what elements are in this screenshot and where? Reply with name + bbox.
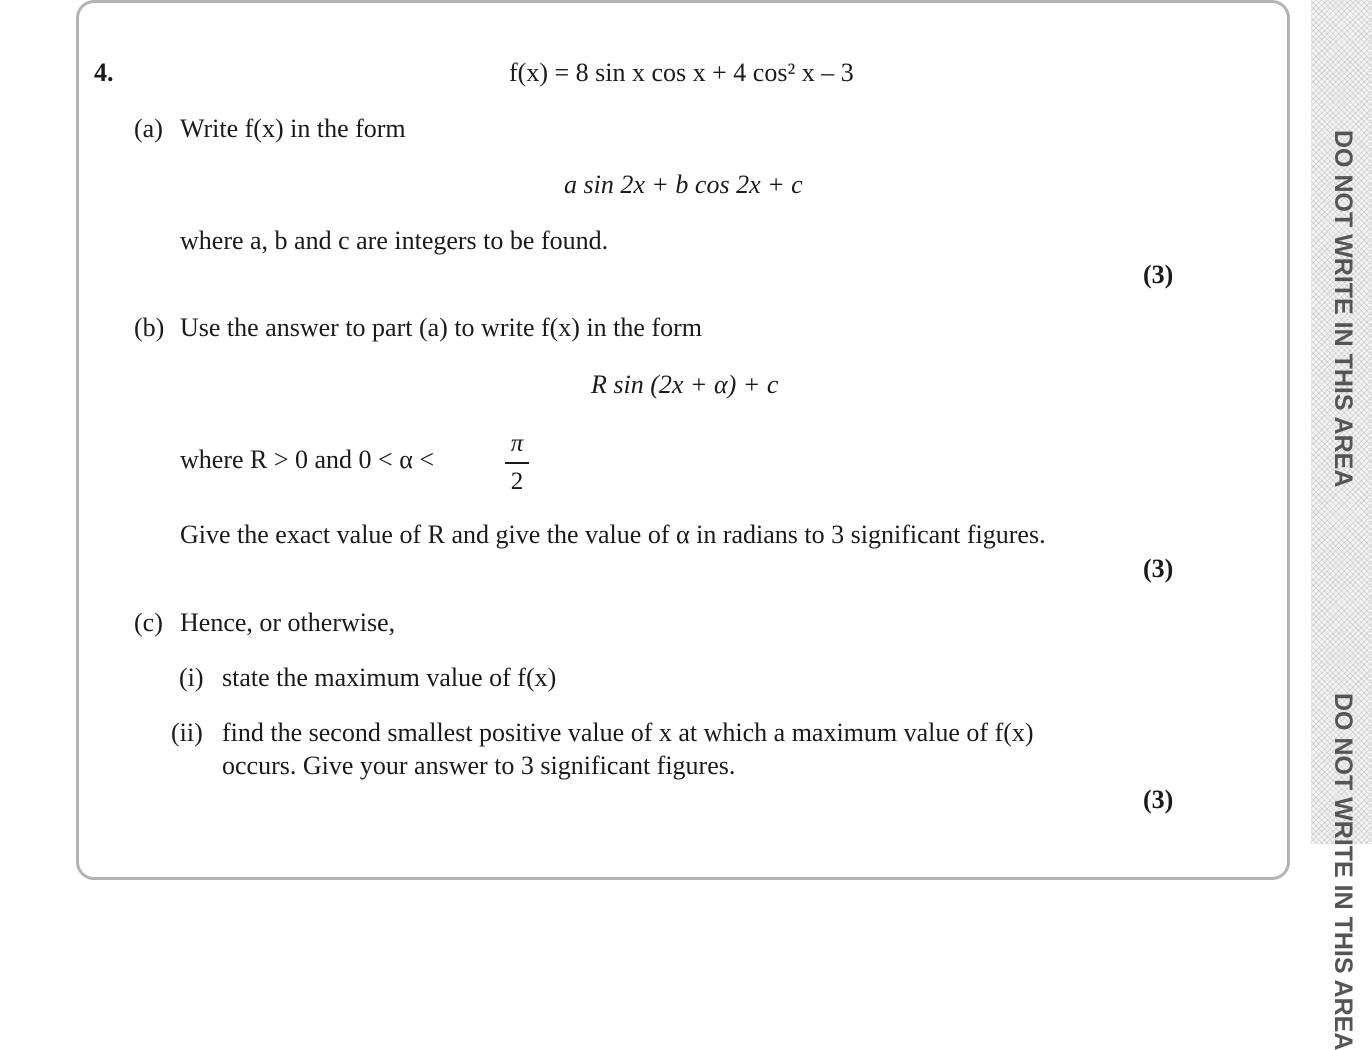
fraction-denominator: 2 — [510, 468, 524, 495]
part-a-where: where a, b and c are integers to be found. — [180, 226, 609, 255]
part-b-instruction: Give the exact value of R and give the value of α in radians to 3 significant figures. — [180, 520, 1046, 549]
do-not-write-notice-lower: DO NOT WRITE IN THIS AREA — [1329, 693, 1357, 1050]
part-c-ii-label: (ii) — [171, 718, 203, 747]
part-b-form: R sin (2x + α) + c — [591, 370, 779, 399]
pi-over-two-fraction — [505, 430, 529, 496]
fraction-bar — [505, 462, 529, 464]
part-b-marks: (3) — [1143, 554, 1174, 583]
part-c-ii-text-line2: occurs. Give your answer to 3 significant figures. — [222, 751, 736, 780]
part-a-label: (a) — [134, 114, 163, 143]
part-a-form: a sin 2x + b cos 2x + c — [564, 170, 803, 199]
question-number: 4. — [94, 58, 114, 87]
part-b-where: where R > 0 and 0 < α < — [180, 445, 435, 474]
part-c-marks: (3) — [1143, 785, 1174, 814]
part-c-i-text: state the maximum value of f(x) — [222, 663, 557, 692]
part-c-i-label: (i) — [179, 663, 204, 692]
part-c-label: (c) — [134, 608, 163, 637]
part-a-text: Write f(x) in the form — [180, 114, 406, 143]
part-b-label: (b) — [134, 313, 165, 342]
part-c-ii-text-line1: find the second smallest positive value of x at which a maximum value of f(x) — [222, 718, 1034, 747]
main-equation — [509, 60, 854, 86]
fraction-numerator: π — [510, 430, 524, 457]
do-not-write-notice: DO NOT WRITE IN THIS AREA — [1329, 130, 1357, 488]
part-a-marks: (3) — [1143, 260, 1174, 289]
main-equation-text: f(x) = 8 sin x cos x + 4 cos² x – 3 — [509, 58, 854, 87]
part-c-text: Hence, or otherwise, — [180, 608, 396, 637]
part-b-text: Use the answer to part (a) to write f(x) in the form — [180, 313, 702, 342]
